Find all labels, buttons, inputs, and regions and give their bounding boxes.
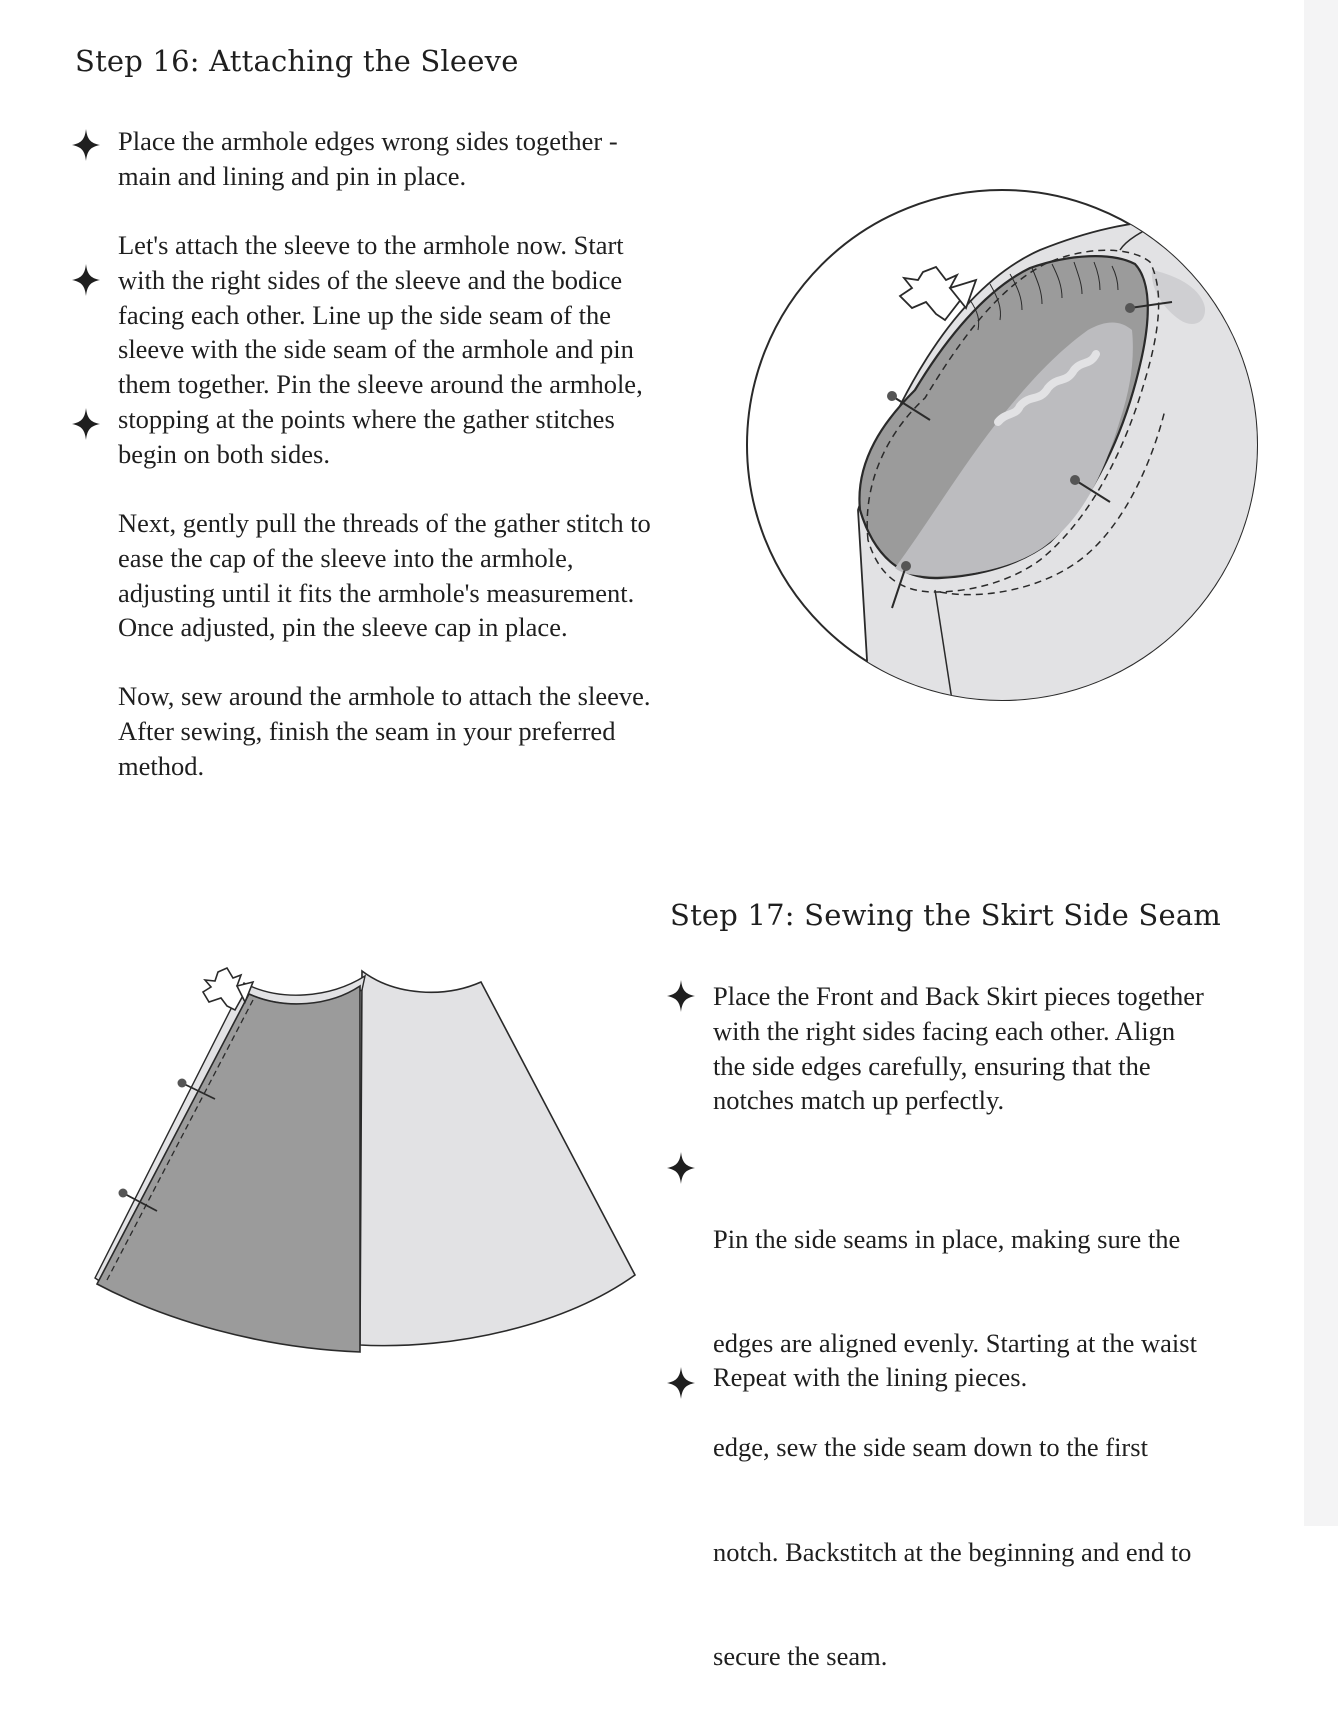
text-line: main and lining and pin in place. bbox=[118, 160, 467, 191]
text-line: begin on both sides. bbox=[118, 438, 330, 469]
text-line: notch. Backstitch at the beginning and end to bbox=[713, 1536, 1192, 1567]
text-line: with the right sides of the sleeve and the bodice bbox=[118, 264, 623, 295]
step-17-paragraph-2 bbox=[713, 1152, 1197, 1709]
text-line: edge, sew the side seam down to the first bbox=[713, 1432, 1148, 1463]
text-line: notches match up perfectly. bbox=[713, 1085, 1005, 1116]
step-16-paragraph-1 bbox=[118, 124, 618, 194]
step-17-title: Step 17: Sewing the Skirt Side Seam bbox=[670, 898, 1222, 932]
text-line: Place the armhole edges wrong sides together - bbox=[118, 126, 618, 156]
text-line: ease the cap of the sleeve into the armhole, bbox=[118, 542, 574, 573]
front-skirt-piece bbox=[97, 986, 360, 1352]
text-line: Let's attach the sleeve to the armhole now. Start bbox=[118, 230, 624, 260]
step-17-paragraph-3 bbox=[713, 1360, 1027, 1395]
bullet-star-icon bbox=[666, 1366, 696, 1400]
bullet-star-icon bbox=[666, 979, 696, 1013]
sleeve-armhole-illustration bbox=[740, 180, 1270, 710]
back-skirt-piece bbox=[360, 971, 635, 1346]
skirt-side-seam-illustration bbox=[85, 960, 645, 1360]
step-16-paragraph-3 bbox=[118, 506, 651, 645]
step-16-paragraph-4 bbox=[118, 679, 651, 783]
step-17-paragraph-1 bbox=[713, 979, 1204, 1118]
step-16-title: Step 16: Attaching the Sleeve bbox=[75, 44, 519, 78]
bullet-star-icon bbox=[71, 407, 101, 441]
text-line: adjusting until it fits the armhole's measurement. bbox=[118, 577, 635, 608]
text-line: Repeat with the lining pieces. bbox=[713, 1362, 1028, 1392]
text-line: them together. Pin the sleeve around the armhole, bbox=[118, 369, 643, 400]
text-line: the side edges carefully, ensuring that the bbox=[713, 1050, 1151, 1081]
text-line: secure the seam. bbox=[713, 1641, 888, 1672]
text-line: sleeve with the side seam of the armhole and pin bbox=[118, 334, 634, 365]
bullet-star-icon bbox=[666, 1151, 696, 1185]
text-line: Now, sew around the armhole to attach the sleeve. bbox=[118, 681, 651, 711]
text-line: Once adjusted, pin the sleeve cap in place. bbox=[118, 612, 568, 643]
text-line: method. bbox=[118, 750, 205, 781]
text-line: Place the Front and Back Skirt pieces together bbox=[713, 981, 1204, 1011]
text-line: facing each other. Line up the side seam of the bbox=[118, 299, 612, 330]
page-edge-shadow bbox=[1304, 0, 1338, 1526]
text-line: stopping at the points where the gather stitches bbox=[118, 403, 615, 434]
bullet-star-icon bbox=[71, 263, 101, 297]
text-line: edges are aligned evenly. Starting at the waist bbox=[713, 1327, 1197, 1358]
text-line: with the right sides facing each other. Align bbox=[713, 1015, 1176, 1046]
bullet-star-icon bbox=[71, 128, 101, 162]
text-line: Next, gently pull the threads of the gather stitch to bbox=[118, 508, 651, 538]
step-16-paragraph-2 bbox=[118, 228, 643, 472]
text-line: After sewing, finish the seam in your preferred bbox=[118, 715, 616, 746]
text-line: Pin the side seams in place, making sure the bbox=[713, 1223, 1181, 1254]
